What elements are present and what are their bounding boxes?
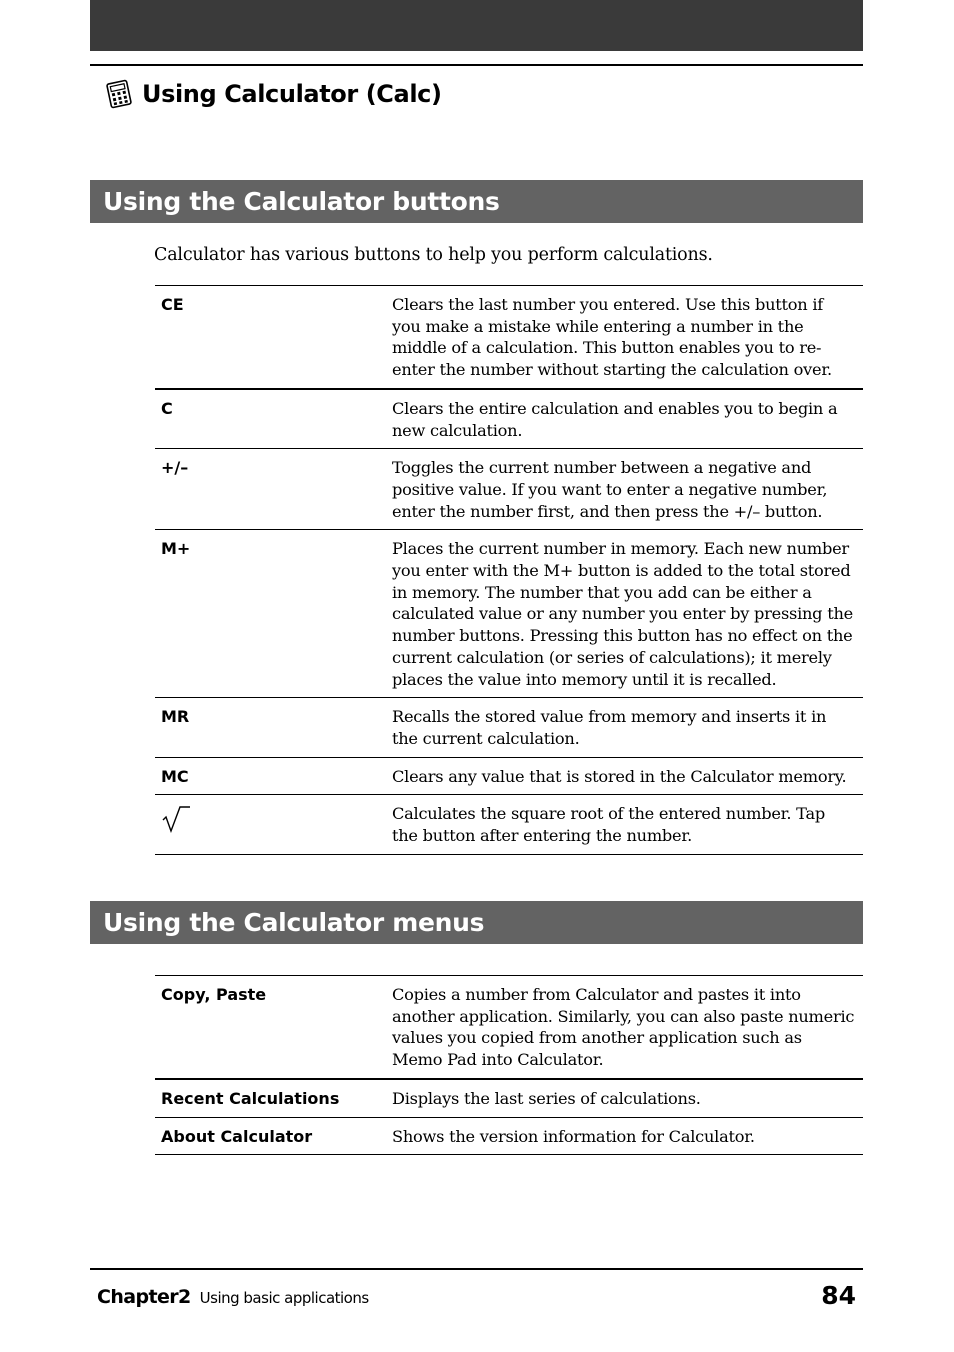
term-square-root [155,795,385,854]
table-row [155,449,863,530]
buttons-table [155,285,863,855]
term-copy-paste: Copy, Paste [161,985,267,1004]
intro-text: Calculator has various buttons to help you perform calculations. [154,245,713,265]
square-root-icon [161,818,191,837]
table-row [155,1079,863,1117]
chapter-title: Using basic applications [199,1289,369,1307]
page-title [104,74,442,114]
description: Clears the entire calculation and enables you to begin a new calculation. [392,398,838,440]
term-m-plus: M+ [161,539,191,559]
header-bar [90,0,863,51]
chapter-label: Chapter2 [97,1286,191,1308]
header-rule [90,64,863,66]
term-mc: MC [161,766,189,786]
description: Displays the last series of calculations. [392,1088,701,1108]
term-c: C [161,398,173,418]
table-row [155,389,863,449]
term-ce: CE [161,295,184,314]
table-row [155,286,863,389]
description: Shows the version information for Calculator. [392,1126,755,1146]
menus-table [155,975,863,1155]
table-row [155,530,863,698]
term-mr: MR [161,707,190,727]
table-row [155,757,863,795]
description: Recalls the stored value from memory and inserts it in the current calculation. [392,707,827,748]
description: Clears the last number you entered. Use this button if you make a mistake while entering a number in the middle of a calculation. This button enables you to re-enter the number without starting the calculation over. [392,295,832,380]
description: Places the current number in memory. Each new number you enter with the M+ button is added to the total stored in memory. The number that you add can be either a calculated value or any number you enter by pressing the number buttons. Pressing this button has no effect on the current calculation (or series of calculations); it merely places the value into memory until it is recalled. [392,539,853,689]
page-number: 84 [821,1281,856,1310]
description: Clears any value that is stored in the Calculator memory. [392,766,847,786]
table-row [155,795,863,854]
section-heading-buttons: Using the Calculator buttons [90,180,863,223]
description: Calculates the square root of the entered number. Tap the button after entering the number. [392,804,825,846]
table-row [155,1117,863,1155]
description: Toggles the current number between a negative and positive value. If you want to enter a negative number, enter the number first, and then press the +/– button. [392,458,828,521]
footer-rule [90,1268,863,1270]
page-title-text: Using Calculator (Calc) [142,80,442,108]
term-recent-calculations: Recent Calculations [161,1088,340,1108]
term-plus-minus: +/– [161,458,189,478]
term-about-calculator: About Calculator [161,1126,313,1146]
table-row [155,976,863,1079]
footer-chapter [97,1286,369,1308]
description: Copies a number from Calculator and pastes it into another application. Similarly, you can also paste numeric values you copied from another application such as Memo Pad into Calculator. [392,985,855,1070]
table-row [155,698,863,757]
calculator-icon [104,79,134,109]
section-heading-menus: Using the Calculator menus [90,901,863,944]
